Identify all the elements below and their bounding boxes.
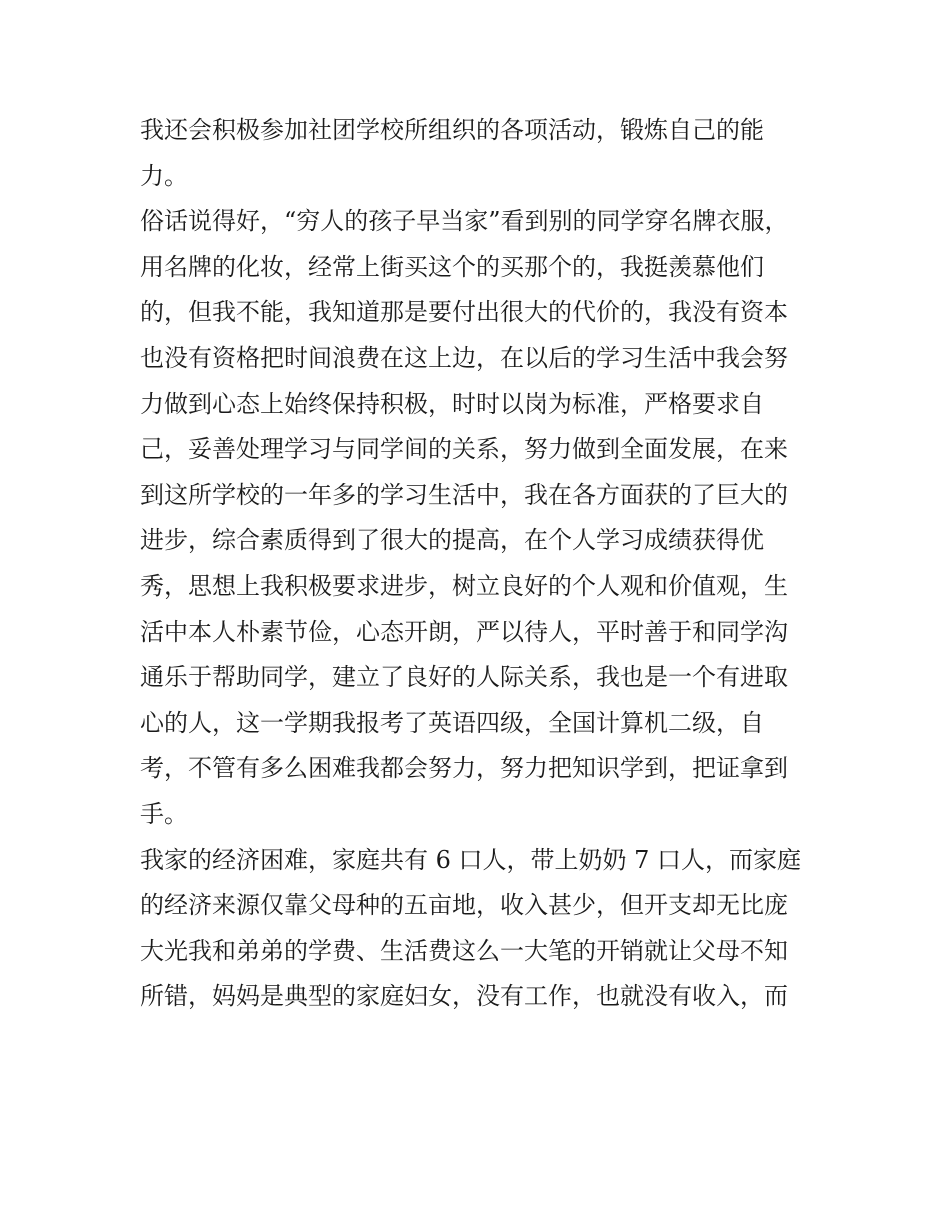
text-line: 也没有资格把时间浪费在这上边，在以后的学习生活中我会努 — [140, 343, 788, 372]
text-line: 秀，思想上我积极要求进步，树立良好的个人观和价值观，生 — [140, 571, 788, 600]
text-line: 力。 — [140, 161, 188, 190]
text-line: 的经济来源仅靠父母种的五亩地，收入甚少，但开支却无比庞 — [140, 891, 788, 920]
text-line: 我还会积极参加社团学校所组织的各项活动，锻炼自己的能 — [140, 116, 764, 144]
text-line: 己，妥善处理学习与同学间的关系，努力做到全面发展，在来 — [140, 435, 788, 464]
text-line: 到这所学校的一年多的学习生活中，我在各方面获的了巨大的 — [140, 480, 788, 509]
text-line: 通乐于帮助同学，建立了良好的人际关系，我也是一个有进取 — [140, 663, 788, 692]
text-line: 心的人，这一学期我报考了英语四级，全国计算机二级，自 — [140, 708, 764, 737]
text-line: 力做到心态上始终保持积极，时时以岗为标准，严格要求自 — [140, 389, 764, 418]
text-line: 手。 — [140, 799, 188, 828]
text-line: 我家的经济困难，家庭共有 6 口人，带上奶奶 7 口人，而家庭 — [140, 845, 802, 874]
text-line: 俗话说得好，“穷人的孩子早当家”看到别的同学穿名牌衣服， — [140, 207, 789, 236]
text-line: 所错，妈妈是典型的家庭妇女，没有工作，也就没有收入，而 — [140, 982, 788, 1011]
text-line: 考，不管有多么困难我都会努力，努力把知识学到，把证拿到 — [140, 754, 788, 783]
text-line: 活中本人朴素节俭，心态开朗，严以待人，平时善于和同学沟 — [140, 617, 788, 646]
text-line: 进步，综合素质得到了很大的提高，在个人学习成绩获得优 — [140, 526, 764, 555]
body-text — [140, 108, 820, 1020]
text-line: 的，但我不能，我知道那是要付出很大的代价的，我没有资本 — [140, 298, 788, 327]
text-line: 用名牌的化妆，经常上街买这个的买那个的，我挺羡慕他们 — [140, 252, 764, 281]
text-line: 大光我和弟弟的学费、生活费这么一大笔的开销就让父母不知 — [140, 936, 788, 965]
